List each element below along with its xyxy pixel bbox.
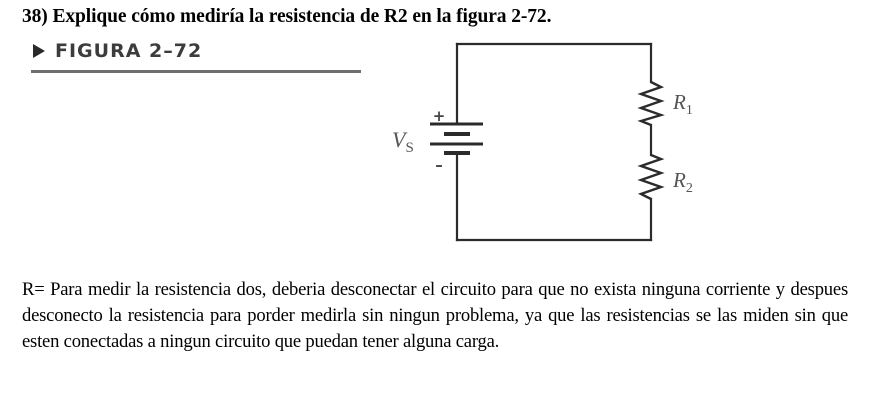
- resistor-r1-label: $R_1$: [673, 90, 693, 118]
- question-title: 38) Explique cómo mediría la resistencia de R2 en la figura 2-72.: [22, 6, 552, 27]
- resistor-r2-label: $R_2$: [673, 168, 693, 196]
- answer-paragraph: R= Para medir la resistencia dos, deberia desconectar el circuito para que no exista ninguna corriente y despues desconecto la resistencia para porder medirla sin ningun problema, ya que las resistencias se las miden sin que esten conectadas a ningun circuito que puedan tener alguna carga.: [22, 279, 848, 352]
- source-label: $V_S$: [392, 127, 414, 156]
- source-plus-label: +: [432, 107, 446, 125]
- battery-icon: [430, 124, 483, 153]
- figure-caption-label: FIGURA 2–72: [55, 40, 203, 62]
- source-minus-label: –: [435, 156, 443, 174]
- resistor-r1-icon: [641, 82, 661, 125]
- resistor-r2-icon: [641, 155, 661, 199]
